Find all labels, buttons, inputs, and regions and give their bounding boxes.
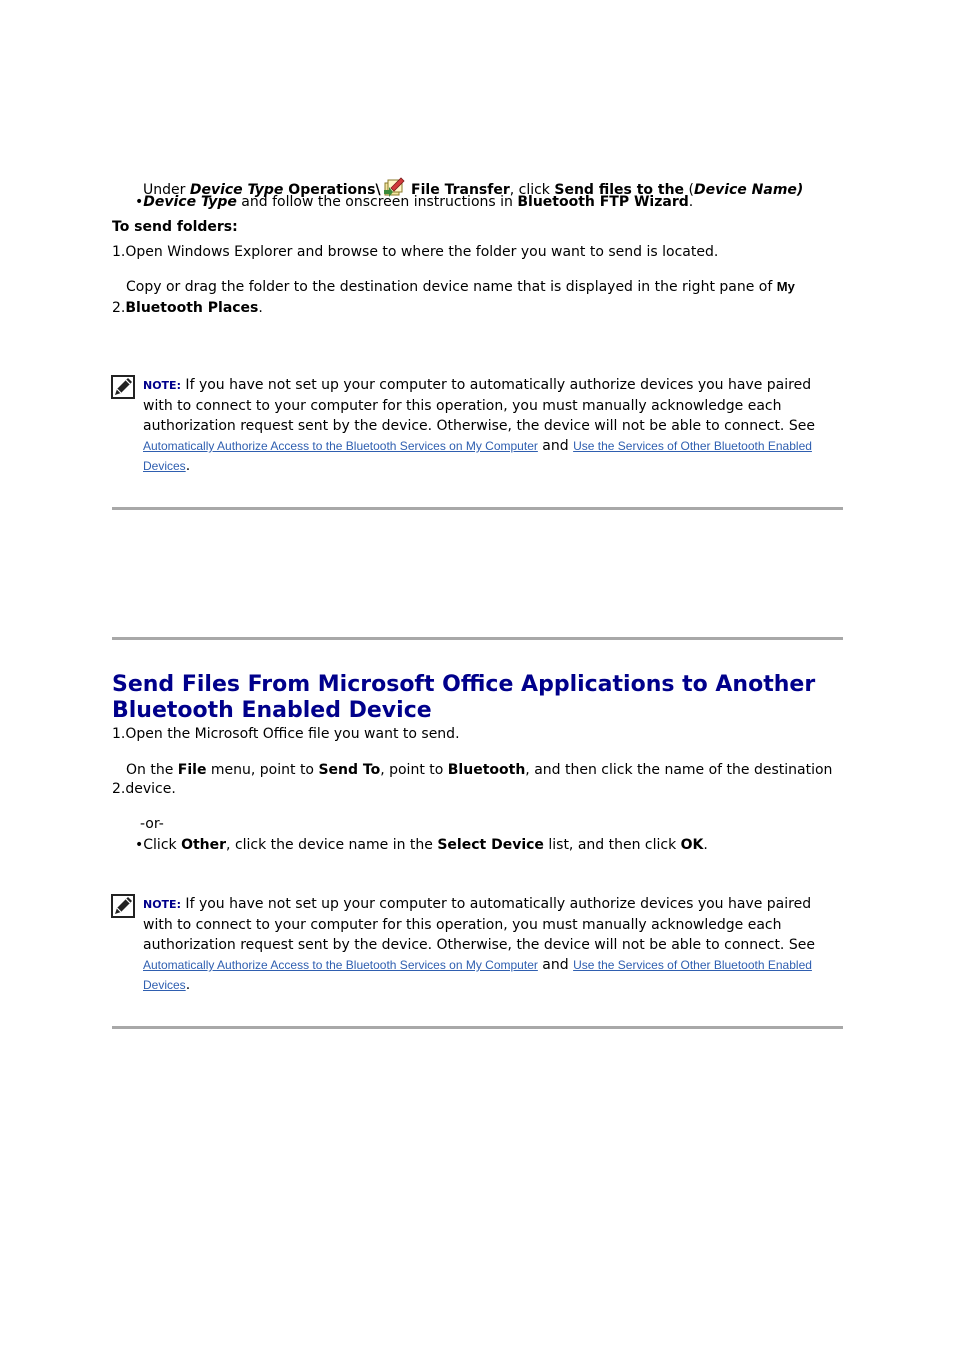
- step-text: Copy or drag the folder to the destination device name that is displayed in the right pane of: [126, 279, 777, 295]
- device-name-label: Device Name): [693, 182, 804, 198]
- text: , and then click the name of the destination: [525, 762, 833, 778]
- divider: [112, 637, 843, 640]
- text: menu, point to: [206, 762, 319, 778]
- text-period: .: [185, 977, 191, 993]
- text-period: .: [185, 458, 191, 474]
- step-number: 1.: [112, 726, 126, 742]
- bluetooth-places-label: Bluetooth Places: [125, 300, 259, 316]
- note-pencil-icon: [111, 375, 135, 399]
- bullet: •: [135, 837, 144, 853]
- or-separator: [140, 814, 164, 834]
- step-text: Open the Microsoft Office file you want to send.: [125, 726, 460, 742]
- office-alt-step: [135, 835, 708, 855]
- text: , click the device name in the: [226, 837, 438, 853]
- text-and: and: [537, 957, 574, 973]
- step-number: 1.: [112, 244, 126, 260]
- note-1: [143, 375, 833, 476]
- bluetooth-label: Bluetooth: [447, 762, 526, 778]
- note-text: If you have not set up your computer to automatically authorize devices you have paired with to connect to your computer for this operation, you must manually acknowledge each authorization request sent by the device. Otherwise, the device will not be able to connect. See: [143, 377, 815, 434]
- text-follow: and follow the onscreen instructions in: [236, 194, 518, 210]
- operations-label: Operations\: [283, 182, 381, 198]
- ftp-wizard-label: Bluetooth FTP Wizard: [517, 194, 689, 210]
- text: On the: [126, 762, 178, 778]
- text-period: .: [703, 837, 708, 853]
- send-files-to-label: Send files to the: [554, 182, 685, 198]
- step-text: Open Windows Explorer and browse to where the folder you want to send is located.: [125, 244, 719, 260]
- text-and: and: [537, 438, 574, 454]
- select-device-label: Select Device: [437, 837, 544, 853]
- send-folders-title: [112, 217, 238, 237]
- bullet: •: [135, 194, 144, 210]
- text-period: .: [688, 194, 694, 210]
- note-label: NOTE:: [143, 898, 181, 911]
- device-type-label-2: Device Type: [143, 194, 237, 210]
- other-label: Other: [181, 837, 227, 853]
- link-authorize-access[interactable]: Automatically Authorize Access to the Bluetooth Services on My Computer: [143, 958, 538, 972]
- step-text: device.: [125, 781, 176, 797]
- office-step-2-line1: [126, 760, 832, 780]
- divider: [112, 1026, 843, 1029]
- text: , point to: [380, 762, 448, 778]
- device-type-label: Device Type: [189, 182, 284, 198]
- office-step-2-line2: [112, 779, 176, 799]
- text: list, and then click: [543, 837, 681, 853]
- file-transfer-label: File Transfer: [411, 182, 510, 198]
- office-step-1: [112, 724, 460, 744]
- section-heading: Send Files From Microsoft Office Applications to Another Bluetooth Enabled Device: [112, 672, 816, 723]
- text-period: .: [258, 300, 263, 316]
- text: Click: [143, 837, 182, 853]
- note-pencil-icon: [111, 894, 135, 918]
- text-under: Under: [143, 182, 190, 198]
- divider: [112, 507, 843, 510]
- note-text: If you have not set up your computer to automatically authorize devices you have paired with to connect to your computer for this operation, you must manually acknowledge each authorization request sent by the device. Otherwise, the device will not be able to connect. See: [143, 896, 815, 953]
- send-folders-step-2-line1: [126, 277, 795, 297]
- text-click: , click: [509, 182, 555, 198]
- link-use-services[interactable]: Use the Services of Other Bluetooth Enabled Devices: [143, 958, 812, 992]
- text-paren: (: [684, 182, 694, 198]
- link-use-services[interactable]: Use the Services of Other Bluetooth Enabled Devices: [143, 439, 812, 473]
- my-label: My: [776, 279, 795, 294]
- send-to-label: Send To: [318, 762, 381, 778]
- step-number: 2.: [112, 781, 126, 797]
- link-authorize-access[interactable]: Automatically Authorize Access to the Bluetooth Services on My Computer: [143, 439, 538, 453]
- send-folders-step-1: [112, 242, 718, 262]
- send-files-instruction-line2: [135, 192, 693, 212]
- or-text: -or-: [140, 816, 164, 832]
- file-menu-label: File: [177, 762, 207, 778]
- ok-label: OK: [680, 837, 704, 853]
- send-folders-title-text: To send folders:: [112, 219, 238, 235]
- note-label: NOTE:: [143, 379, 181, 392]
- note-2: [143, 894, 833, 995]
- step-number: 2.: [112, 300, 126, 316]
- send-folders-step-2-line2: [112, 298, 263, 318]
